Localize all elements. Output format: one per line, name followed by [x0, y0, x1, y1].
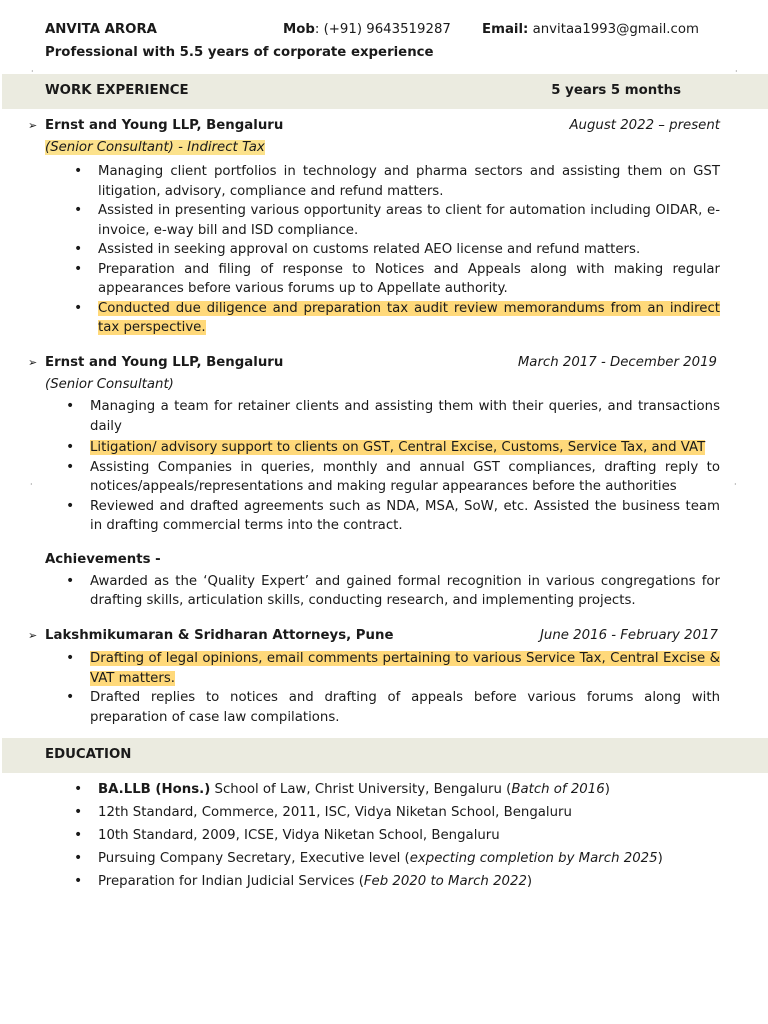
job-entry-1 — [28, 118, 720, 338]
list-item — [90, 649, 720, 688]
degree-name: BA.LLB (Hons.) — [98, 782, 211, 797]
list-item: • Assisted in presenting various opportunity areas to client for automation including OIDAR, e-invoice, e-way bill and ISD compliance. — [98, 201, 720, 240]
list-item — [98, 778, 718, 801]
education-text: 12th Standard, Commerce, 2011, ISC, Vidya Niketan School, Bengaluru — [98, 805, 572, 820]
job-entry-2 — [28, 355, 720, 611]
scan-mark: · — [31, 67, 34, 76]
mobile-value: : (+91) 9643519287 — [314, 22, 451, 37]
list-item: • Drafted replies to notices and drafting of appeals before various forums along with preparation of case law compilations. — [90, 688, 720, 727]
education-italic: expecting completion by March 2025 — [409, 851, 658, 866]
arrow-bullet-icon: ➢ — [28, 356, 38, 369]
achievements-list — [90, 572, 720, 611]
company-name: Ernst and Young LLP, Bengaluru — [45, 355, 284, 370]
highlighted-text: Conducted due diligence and preparation tax audit review memorandums from an indirect tax perspective. — [98, 300, 720, 335]
education-band — [2, 738, 768, 773]
list-item: • Assisting Companies in queries, monthly and annual GST compliances, drafting reply to notices/appeals/representations and making regular appearances before the authorities — [90, 458, 720, 497]
education-list — [98, 778, 718, 893]
job-dates: August 2022 – present — [569, 118, 720, 133]
arrow-bullet-icon: ➢ — [28, 119, 38, 132]
list-item — [98, 870, 718, 893]
list-item: • Preparation and filing of response to Notices and Appeals along with making regular appearances before various forums up to Appellate authority. — [98, 260, 720, 299]
education-text: 10th Standard, 2009, ICSE, Vidya Niketan School, Bengaluru — [98, 828, 500, 843]
company-name: Lakshmikumaran & Sridharan Attorneys, Pune — [45, 628, 394, 643]
list-item: • Managing client portfolios in technology and pharma sectors and assisting them on GST litigation, advisory, compliance and refund matters. — [98, 162, 720, 201]
list-item — [98, 847, 718, 870]
education-text: School of Law, Christ University, Bengaluru ( — [210, 782, 512, 797]
education-end: ) — [604, 782, 610, 797]
email-address — [482, 22, 699, 37]
email-value: anvitaa1993@gmail.com — [528, 22, 699, 37]
job-role: (Senior Consultant) — [45, 377, 174, 392]
highlighted-text: Litigation/ advisory support to clients on GST, Central Excise, Customs, Service Tax, and VAT — [90, 440, 706, 455]
job-entry-3 — [28, 628, 720, 727]
list-item: • Assisted in seeking approval on customs related AEO license and refund matters. — [98, 240, 720, 260]
company-name: Ernst and Young LLP, Bengaluru — [45, 118, 284, 133]
job-bullets — [90, 397, 720, 536]
list-item — [98, 824, 718, 847]
list-item — [90, 438, 720, 458]
education-text: Preparation for Indian Judicial Services ( — [98, 874, 364, 889]
job-role: (Senior Consultant) - Indirect Tax — [45, 140, 265, 155]
education-italic: Feb 2020 to March 2022 — [363, 874, 527, 889]
education-heading: EDUCATION — [45, 747, 132, 762]
achievements-heading: Achievements - — [45, 551, 161, 567]
list-item: • Managing a team for retainer clients and assisting them with their queries, and transactions daily — [90, 397, 720, 436]
mobile-number — [283, 22, 451, 37]
education-italic: Batch of 2016 — [511, 782, 605, 797]
email-label: Email: — [482, 22, 529, 37]
highlighted-text: Drafting of legal opinions, email comments pertaining to various Service Tax, Central Excise & VAT matters. — [90, 651, 720, 686]
list-item: • Reviewed and drafted agreements such as NDA, MSA, SoW, etc. Assisted the business team in drafting commercial terms into the contract. — [90, 497, 720, 536]
candidate-name: ANVITA ARORA — [45, 22, 157, 37]
scan-mark: · — [734, 480, 737, 489]
job-bullets — [98, 162, 720, 338]
list-item — [98, 801, 718, 824]
work-experience-band — [2, 74, 768, 109]
education-end: ) — [657, 851, 663, 866]
list-item: • Awarded as the ‘Quality Expert’ and gained formal recognition in various congregations for drafting skills, articulation skills, conducting research, and implementing projects. — [90, 572, 720, 611]
mobile-label: Mob — [283, 22, 315, 37]
tagline: Professional with 5.5 years of corporate experience — [45, 45, 434, 60]
job-dates: June 2016 - February 2017 — [540, 628, 718, 643]
total-experience: 5 years 5 months — [551, 83, 681, 98]
list-item — [98, 299, 720, 338]
education-end: ) — [526, 874, 533, 889]
work-experience-heading: WORK EXPERIENCE — [45, 83, 189, 98]
arrow-bullet-icon: ➢ — [28, 629, 38, 642]
scan-mark: · — [30, 480, 33, 489]
scan-mark: · — [735, 67, 738, 76]
job-dates: March 2017 - December 2019 — [517, 355, 717, 370]
job-bullets — [90, 649, 720, 727]
education-text: Pursuing Company Secretary, Executive level ( — [98, 851, 410, 866]
